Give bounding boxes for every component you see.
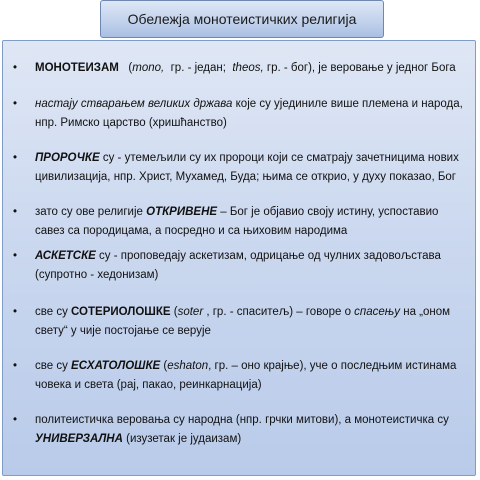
slide-title: [100, 0, 384, 38]
bullet: •: [13, 360, 18, 372]
bullet: •: [13, 250, 18, 262]
list-item-text: ПРОРОЧКЕ су - утемељили су их пророци који се сматрају зачетницима нових цивилизација, нпр. Христ, Мухамед, Буда; њима се открио, у духу показао, Бог: [35, 152, 459, 183]
bullet: •: [13, 414, 18, 426]
bullet: •: [13, 62, 18, 74]
list-item-text: зато су ове религије ОТКРИВЕНЕ – Бог је објавио своју истину, успоставио савез са породицама, а посредно и са њиховим народима: [35, 206, 439, 237]
list-item-text: све су СОТЕРИОЛОШКЕ (soter , гр. - спаситељ) – говоре о спасењу на „оном свету“ у чије постојање се верује: [35, 306, 451, 337]
bullet: •: [13, 306, 18, 318]
content-box: [2, 40, 476, 476]
bullet: •: [13, 152, 18, 164]
list-item-text: све су ЕСХАТОЛОШКЕ (eshaton, гр. – оно крајње), уче о последњим истинама човека и света (рај, пакао, реинкарнација): [35, 360, 457, 391]
list-item-text: настају стварањем великих држава које су ујединиле више племена и народа, нпр. Римско царство (хришћанство): [35, 98, 463, 129]
bullet: •: [13, 98, 18, 110]
bullet: •: [13, 206, 18, 218]
list-item-text: политеистичка веровања су народна (нпр. грчки митови), а монотеистичка су УНИВЕРЗАЛНА (изузетак је јудаизам): [35, 414, 449, 445]
list-item-text: МОНОТЕИЗАМ (mono, гр. - један; theos, гр. - бог), је веровање у једног Бога: [35, 62, 456, 74]
slide-title-text: Обележја монотеистичких религија: [127, 11, 357, 27]
list-item-text: АСКЕТСКЕ су - проповедају аскетизам, одрицање од чулних задовољстава (супротно - хедонизам): [35, 250, 441, 281]
